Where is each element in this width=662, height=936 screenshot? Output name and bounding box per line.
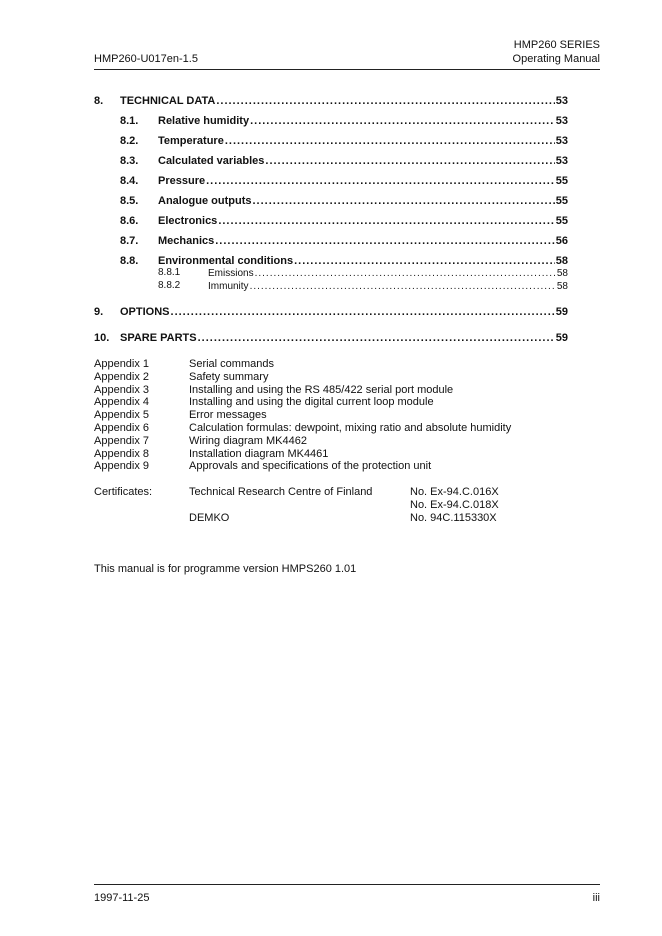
- toc-title: Environmental conditions: [158, 255, 294, 267]
- toc-title: SPARE PARTS: [120, 332, 197, 344]
- toc-page: 58: [556, 281, 568, 292]
- footer-rule: [94, 884, 600, 885]
- toc-page: 53: [555, 95, 568, 107]
- toc-number: 8.8.: [120, 255, 139, 267]
- appendix-title: Installing and using the RS 485/422 serial port module: [189, 383, 454, 396]
- toc-title: OPTIONS: [120, 306, 170, 318]
- appendix-label: Appendix 8: [94, 447, 150, 460]
- appendix-label: Appendix 9: [94, 460, 150, 473]
- appendix-title: Safety summary: [189, 370, 269, 383]
- appendix-label: Appendix 4: [94, 396, 150, 409]
- appendix-label: Appendix 7: [94, 434, 150, 447]
- appendix-label: Appendix 1: [94, 358, 150, 370]
- toc-title: Temperature: [158, 135, 224, 147]
- toc-entry-electronics[interactable]: [94, 215, 568, 227]
- toc-entry-spare-parts[interactable]: [94, 332, 568, 344]
- appendix-item[interactable]: [94, 384, 574, 397]
- toc-number: 8.1.: [120, 115, 139, 127]
- appendix-title: Calculation formulas: dewpoint, mixing ratio and absolute humidity: [189, 421, 512, 434]
- header-manual: Operating Manual: [512, 53, 600, 65]
- toc-title: Immunity: [208, 281, 249, 292]
- toc-entry-options[interactable]: [94, 306, 568, 318]
- certificate-issuer: Technical Research Centre of Finland: [189, 486, 373, 498]
- toc-entry-mechanics[interactable]: [94, 235, 568, 247]
- toc-number: 10.: [94, 332, 110, 344]
- toc-page: 59: [555, 332, 568, 344]
- header-rule: [94, 69, 600, 70]
- toc-title: Pressure: [158, 175, 206, 187]
- appendix-item[interactable]: [94, 396, 574, 409]
- toc-entry-emissions[interactable]: [94, 267, 568, 279]
- toc-entry-calculated-variables[interactable]: [94, 155, 568, 167]
- certificate-number: No. Ex-94.C.018X: [410, 498, 499, 511]
- toc-title: TECHNICAL DATA: [120, 95, 216, 107]
- toc-page: 58: [555, 255, 568, 267]
- toc-number: 8.5.: [120, 195, 139, 207]
- footer-page-number: iii: [592, 892, 600, 904]
- appendix-title: Error messages: [189, 409, 267, 422]
- toc-title: Emissions: [208, 268, 254, 279]
- programme-version-note: This manual is for programme version HMPS260 1.01: [94, 563, 357, 575]
- toc-number: 8.3.: [120, 155, 139, 167]
- toc-page: 59: [555, 306, 568, 318]
- appendix-item[interactable]: [94, 422, 574, 435]
- toc-entry-environmental-conditions[interactable]: [94, 255, 568, 267]
- toc-entry-technical-data[interactable]: [94, 95, 568, 107]
- appendix-item[interactable]: [94, 358, 574, 371]
- appendix-list: [94, 358, 574, 473]
- toc-page: 53: [555, 115, 568, 127]
- header-series: HMP260 SERIES: [513, 39, 600, 51]
- toc-page: 55: [555, 215, 568, 227]
- toc-page: 58: [556, 268, 568, 279]
- appendix-title: Serial commands: [189, 358, 274, 370]
- appendix-label: Appendix 5: [94, 409, 150, 422]
- toc-title: Analogue outputs: [158, 195, 252, 207]
- appendix-item[interactable]: [94, 435, 574, 448]
- toc-page: 53: [555, 135, 568, 147]
- appendix-label: Appendix 6: [94, 421, 150, 434]
- toc-page: 56: [555, 235, 568, 247]
- toc-entry-temperature[interactable]: [94, 135, 568, 147]
- appendix-label: Appendix 3: [94, 383, 150, 396]
- toc-page: 55: [555, 195, 568, 207]
- certificates-label: Certificates:: [94, 486, 153, 498]
- toc-entry-immunity[interactable]: [94, 280, 568, 292]
- appendix-title: Installation diagram MK4461: [189, 447, 329, 460]
- appendix-item[interactable]: [94, 460, 574, 473]
- appendix-item[interactable]: [94, 371, 574, 384]
- toc-page: 53: [555, 155, 568, 167]
- toc-title: Relative humidity: [158, 115, 250, 127]
- appendix-item[interactable]: [94, 448, 574, 461]
- toc-title: Calculated variables: [158, 155, 265, 167]
- toc-number: 8.8.1: [158, 267, 181, 278]
- certificate-number: No. Ex-94.C.016X: [410, 486, 499, 498]
- toc-number: 8.7.: [120, 235, 139, 247]
- appendix-label: Appendix 2: [94, 370, 150, 383]
- toc-number: 8.4.: [120, 175, 139, 187]
- toc-number: 8.2.: [120, 135, 139, 147]
- toc-number: 8.6.: [120, 215, 139, 227]
- header-doc-id: HMP260-U017en-1.5: [94, 53, 198, 65]
- appendix-title: Installing and using the digital current loop module: [189, 396, 434, 409]
- toc-entry-pressure[interactable]: [94, 175, 568, 187]
- toc-title: Mechanics: [158, 235, 215, 247]
- toc-entry-relative-humidity[interactable]: [94, 115, 568, 127]
- toc-number: 8.8.2: [158, 280, 181, 291]
- certificate-number: No. 94C.115330X: [410, 511, 497, 524]
- footer-date: 1997-11-25: [94, 892, 150, 904]
- appendix-item[interactable]: [94, 409, 574, 422]
- certificate-issuer: DEMKO: [189, 511, 230, 524]
- toc-number: 9.: [94, 306, 104, 318]
- toc-title: Electronics: [158, 215, 218, 227]
- toc-entry-analogue-outputs[interactable]: [94, 195, 568, 207]
- toc-page: 55: [555, 175, 568, 187]
- appendix-title: Wiring diagram MK4462: [189, 434, 307, 447]
- toc-number: 8.: [94, 95, 104, 107]
- appendix-title: Approvals and specifications of the protection unit: [189, 460, 432, 473]
